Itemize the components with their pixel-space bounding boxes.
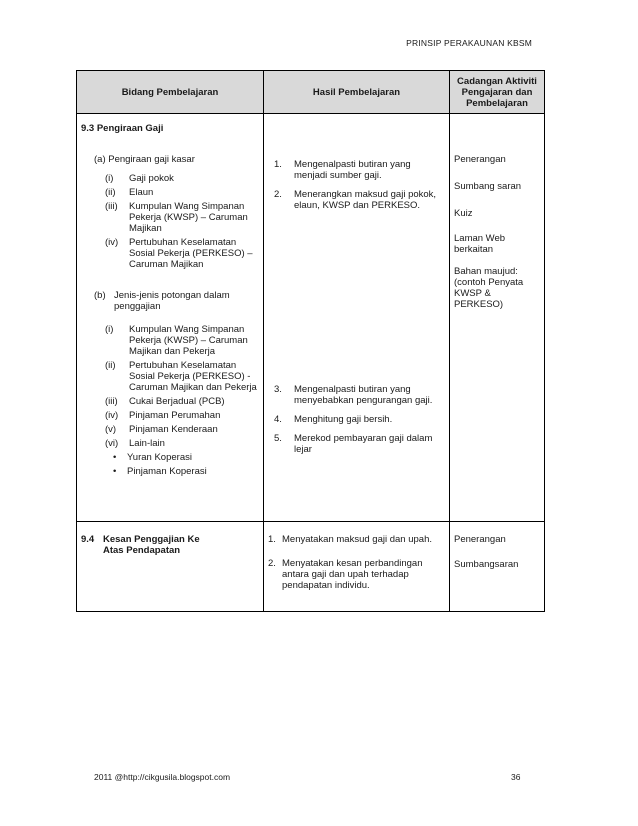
activity-item: Bahan maujud: (contoh Penyata KWSP & PERKESO) bbox=[454, 266, 524, 310]
list-item: 5. Merekod pembayaran gaji dalam lejar bbox=[274, 433, 433, 455]
bullet-icon: • bbox=[113, 452, 117, 463]
list-item: (iv) Pertubuhan Keselamatan Sosial Pekerja (PERKESO) – Caruman Majikan bbox=[105, 237, 253, 270]
list-item: (ii) Pertubuhan Keselamatan Sosial Pekerja (PERKESO) - Caruman Majikan dan Pekerja bbox=[105, 360, 257, 393]
header-hasil: Hasil Pembelajaran bbox=[264, 71, 450, 114]
activity-item: Penerangan bbox=[454, 534, 506, 545]
activity-item: Sumbangsaran bbox=[454, 559, 519, 570]
activity-item: Laman Web berkaitan bbox=[454, 233, 506, 255]
bullet-icon: • bbox=[113, 466, 117, 477]
section-title: 9.4 Kesan Penggajian Ke Atas Pendapatan bbox=[81, 534, 200, 556]
list-item: (iv) Pinjaman Perumahan bbox=[105, 410, 221, 421]
activities-list bbox=[450, 534, 544, 570]
activity-item: Kuiz bbox=[454, 208, 473, 219]
list-item: 1. Menyatakan maksud gaji dan upah. bbox=[268, 534, 432, 545]
subtopic-b: (b) Jenis-jenis potongan dalam penggajian bbox=[94, 290, 230, 312]
outcomes-list-a bbox=[274, 159, 449, 211]
cadangan-cell bbox=[450, 114, 545, 522]
outcomes-list-b bbox=[274, 384, 449, 455]
activity-item: Penerangan bbox=[454, 154, 506, 165]
list-item: (i) Gaji pokok bbox=[105, 173, 174, 184]
hasil-cell bbox=[264, 522, 450, 612]
list-item: 3. Mengenalpasti butiran yang menyebabkan pengurangan gaji. bbox=[274, 384, 433, 406]
subtopic-b-list bbox=[105, 324, 263, 477]
list-item: 4. Menghitung gaji bersih. bbox=[274, 414, 393, 425]
hasil-cell bbox=[264, 114, 450, 522]
list-item: 2. Menyatakan kesan perbandingan antara gaji dan upah terhadap pendapatan individu. bbox=[268, 558, 423, 591]
subtopic-a: (a) Pengiraan gaji kasar bbox=[94, 154, 195, 165]
list-item: (vi) Lain-lain bbox=[105, 438, 165, 449]
section-title: 9.3 Pengiraan Gaji bbox=[81, 123, 164, 134]
table-header-row bbox=[77, 71, 545, 114]
table-row bbox=[77, 114, 545, 522]
cadangan-cell bbox=[450, 522, 545, 612]
bullet-item: • Yuran Koperasi bbox=[113, 452, 192, 463]
page-header: PRINSIP PERAKAUNAN KBSM bbox=[406, 38, 532, 48]
header-bidang: Bidang Pembelajaran bbox=[77, 71, 264, 114]
footer-source: 2011 @http://cikgusila.blogspot.com bbox=[94, 772, 231, 782]
page-number: 36 bbox=[511, 772, 521, 782]
bidang-cell bbox=[77, 522, 264, 612]
header-cadangan: Cadangan Aktiviti Pengajaran dan Pembelajaran bbox=[450, 71, 545, 114]
outcomes-list bbox=[268, 534, 449, 591]
activity-item: Sumbang saran bbox=[454, 181, 522, 192]
syllabus-table bbox=[76, 70, 545, 612]
bullet-item: • Pinjaman Koperasi bbox=[113, 466, 207, 477]
activities-list bbox=[450, 154, 544, 310]
list-item: (v) Pinjaman Kenderaan bbox=[105, 424, 218, 435]
list-item: (iii) Kumpulan Wang Simpanan Pekerja (KWSP) – Caruman Majikan bbox=[105, 201, 248, 234]
list-item: (i) Kumpulan Wang Simpanan Pekerja (KWSP) – Caruman Majikan dan Pekerja bbox=[105, 324, 248, 357]
list-item: 2. Menerangkan maksud gaji pokok, elaun, KWSP dan PERKESO. bbox=[274, 189, 437, 211]
subtopic-a-list bbox=[105, 173, 263, 270]
list-item: (iii) Cukai Berjadual (PCB) bbox=[105, 396, 225, 407]
bidang-cell bbox=[77, 114, 264, 522]
table-row bbox=[77, 522, 545, 612]
list-item: (ii) Elaun bbox=[105, 187, 154, 198]
list-item: 1. Mengenalpasti butiran yang menjadi sumber gaji. bbox=[274, 159, 411, 181]
